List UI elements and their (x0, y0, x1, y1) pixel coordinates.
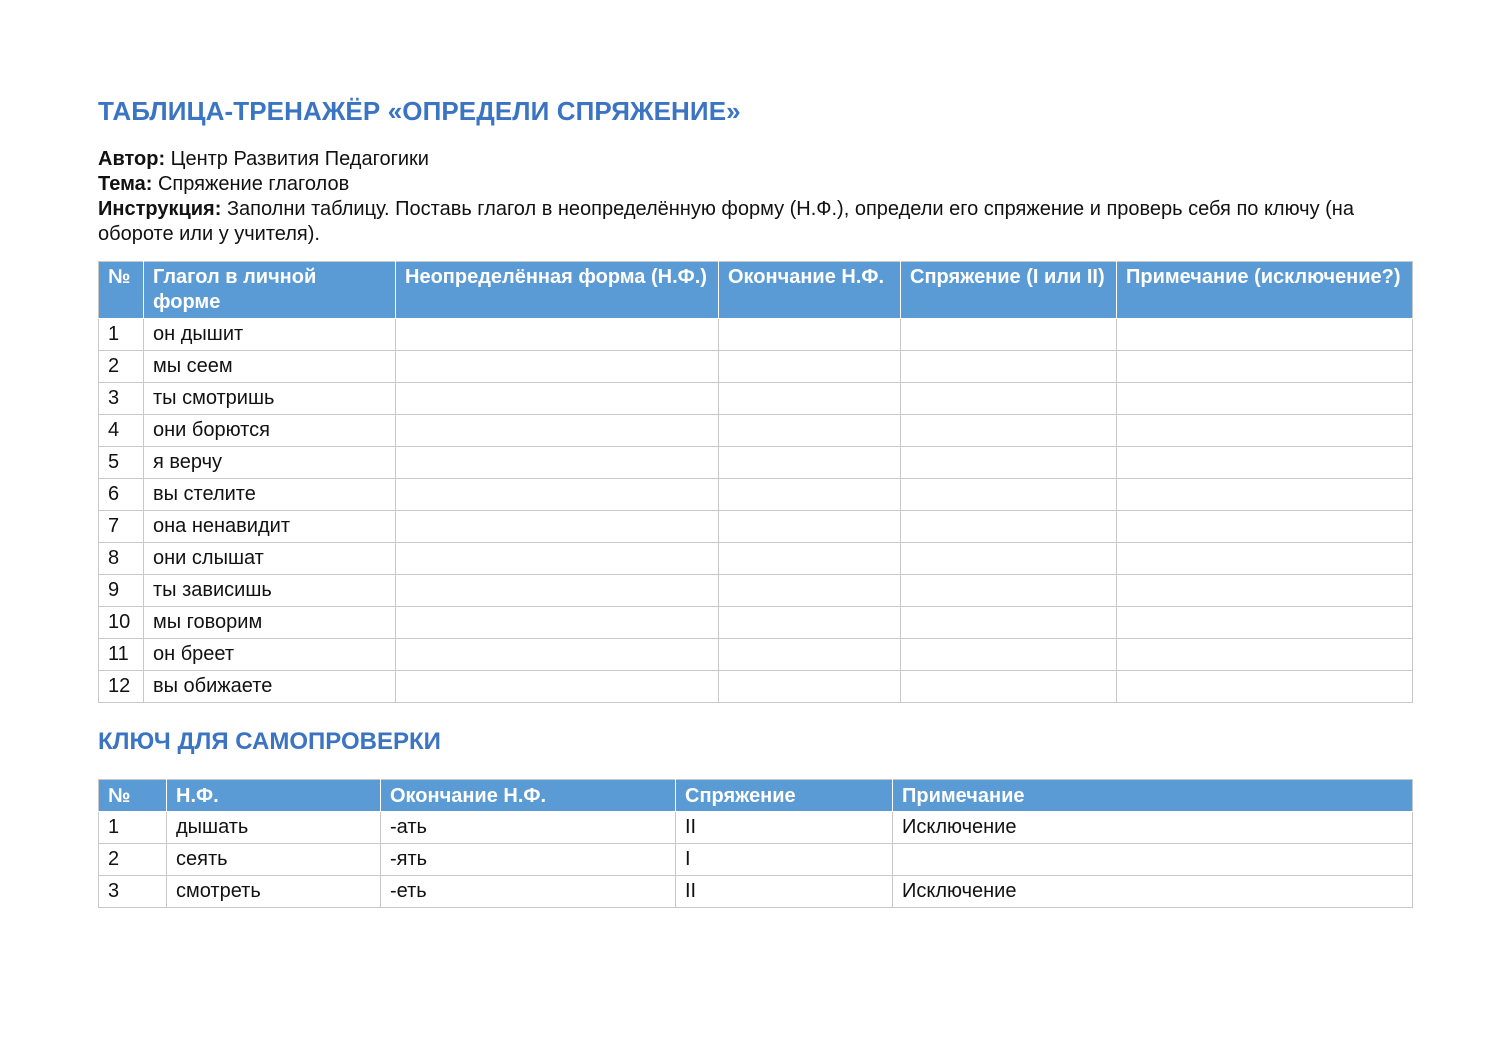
verb-cell: ты зависишь (144, 575, 396, 607)
row-number-cell: 3 (99, 876, 167, 908)
ending-cell[interactable] (719, 383, 901, 415)
verb-cell: они борются (144, 415, 396, 447)
key-header-conjugation: Спряжение (676, 780, 893, 812)
infinitive-cell[interactable] (396, 319, 719, 351)
verb-cell: он бреет (144, 639, 396, 671)
note-cell[interactable] (1117, 415, 1413, 447)
note-cell[interactable] (1117, 575, 1413, 607)
table-row (99, 447, 1413, 479)
verb-cell: мы говорим (144, 607, 396, 639)
note-cell[interactable] (1117, 479, 1413, 511)
infinitive-cell[interactable] (396, 351, 719, 383)
note-cell[interactable] (1117, 351, 1413, 383)
exercise-header-verb: Глагол в личной форме (144, 262, 396, 319)
meta-instruction (98, 197, 1411, 247)
verb-cell: я верчу (144, 447, 396, 479)
meta-topic-value: Спряжение глаголов (157, 173, 350, 195)
table-row (99, 607, 1413, 639)
verb-cell: он дышит (144, 319, 396, 351)
table-row (99, 415, 1413, 447)
infinitive-cell: сеять (167, 844, 381, 876)
infinitive-cell[interactable] (396, 511, 719, 543)
meta-author (98, 147, 1411, 172)
conjugation-cell[interactable] (901, 383, 1117, 415)
row-number-cell: 5 (99, 447, 144, 479)
row-number-cell: 12 (99, 671, 144, 703)
ending-cell[interactable] (719, 415, 901, 447)
key-title: КЛЮЧ ДЛЯ САМОПРОВЕРКИ (98, 728, 441, 755)
infinitive-cell[interactable] (396, 383, 719, 415)
conjugation-cell: II (676, 876, 893, 908)
row-number-cell: 10 (99, 607, 144, 639)
note-cell[interactable] (1117, 607, 1413, 639)
exercise-table-body (99, 319, 1413, 703)
table-row (99, 479, 1413, 511)
infinitive-cell[interactable] (396, 607, 719, 639)
key-header-infinitive: Н.Ф. (167, 780, 381, 812)
ending-cell[interactable] (719, 479, 901, 511)
verb-cell: вы стелите (144, 479, 396, 511)
note-cell[interactable] (1117, 639, 1413, 671)
exercise-header-ending: Окончание Н.Ф. (719, 262, 901, 319)
meta-author-label: Автор: (98, 148, 166, 170)
verb-cell: мы сеем (144, 351, 396, 383)
row-number-cell: 1 (99, 812, 167, 844)
ending-cell[interactable] (719, 607, 901, 639)
infinitive-cell[interactable] (396, 415, 719, 447)
key-header-number: № (99, 780, 167, 812)
infinitive-cell[interactable] (396, 671, 719, 703)
conjugation-cell[interactable] (901, 607, 1117, 639)
conjugation-cell[interactable] (901, 543, 1117, 575)
note-cell: Исключение (893, 876, 1413, 908)
meta-author-value: Центр Развития Педагогики (170, 148, 429, 170)
ending-cell: -ать (381, 812, 676, 844)
row-number-cell: 2 (99, 351, 144, 383)
verb-cell: она ненавидит (144, 511, 396, 543)
exercise-table (98, 261, 1413, 703)
row-number-cell: 3 (99, 383, 144, 415)
key-header-note: Примечание (893, 780, 1413, 812)
conjugation-cell[interactable] (901, 671, 1117, 703)
conjugation-cell[interactable] (901, 351, 1117, 383)
ending-cell[interactable] (719, 639, 901, 671)
ending-cell[interactable] (719, 575, 901, 607)
note-cell[interactable] (1117, 383, 1413, 415)
note-cell[interactable] (1117, 671, 1413, 703)
verb-cell: ты смотришь (144, 383, 396, 415)
row-number-cell: 4 (99, 415, 144, 447)
page-title: ТАБЛИЦА-ТРЕНАЖЁР «ОПРЕДЕЛИ СПРЯЖЕНИЕ» (98, 96, 741, 126)
conjugation-cell[interactable] (901, 415, 1117, 447)
exercise-header-infinitive: Неопределённая форма (Н.Ф.) (396, 262, 719, 319)
conjugation-cell[interactable] (901, 447, 1117, 479)
note-cell[interactable] (1117, 319, 1413, 351)
key-table (98, 779, 1413, 908)
infinitive-cell[interactable] (396, 479, 719, 511)
ending-cell[interactable] (719, 447, 901, 479)
verb-cell: они слышат (144, 543, 396, 575)
row-number-cell: 6 (99, 479, 144, 511)
table-row (99, 543, 1413, 575)
conjugation-cell[interactable] (901, 575, 1117, 607)
ending-cell[interactable] (719, 351, 901, 383)
table-row (99, 671, 1413, 703)
conjugation-cell: I (676, 844, 893, 876)
exercise-header-number: № (99, 262, 144, 319)
key-table-header-row (99, 780, 1413, 812)
note-cell[interactable] (1117, 511, 1413, 543)
table-row (99, 383, 1413, 415)
ending-cell[interactable] (719, 511, 901, 543)
exercise-header-conjugation: Спряжение (I или II) (901, 262, 1117, 319)
conjugation-cell[interactable] (901, 639, 1117, 671)
ending-cell: -ять (381, 844, 676, 876)
table-row (99, 639, 1413, 671)
table-row (99, 844, 1413, 876)
table-row (99, 876, 1413, 908)
meta-instruction-label: Инструкция: (98, 198, 222, 220)
row-number-cell: 2 (99, 844, 167, 876)
infinitive-cell[interactable] (396, 639, 719, 671)
conjugation-cell[interactable] (901, 511, 1117, 543)
ending-cell[interactable] (719, 671, 901, 703)
infinitive-cell[interactable] (396, 575, 719, 607)
conjugation-cell: II (676, 812, 893, 844)
meta-topic (98, 172, 1411, 197)
infinitive-cell[interactable] (396, 543, 719, 575)
row-number-cell: 1 (99, 319, 144, 351)
note-cell[interactable] (1117, 543, 1413, 575)
table-row (99, 511, 1413, 543)
row-number-cell: 7 (99, 511, 144, 543)
note-cell[interactable] (1117, 447, 1413, 479)
meta-topic-label: Тема: (98, 173, 153, 195)
infinitive-cell: смотреть (167, 876, 381, 908)
infinitive-cell[interactable] (396, 447, 719, 479)
row-number-cell: 9 (99, 575, 144, 607)
infinitive-cell: дышать (167, 812, 381, 844)
conjugation-cell[interactable] (901, 319, 1117, 351)
exercise-table-header-row (99, 262, 1413, 319)
note-cell (893, 844, 1413, 876)
ending-cell[interactable] (719, 543, 901, 575)
meta-instruction-value: Заполни таблицу. Поставь глагол в неопределённую форму (Н.Ф.), определи его спряжение и проверь себя по ключу (на обороте или у учителя). (98, 198, 1354, 245)
key-table-body (99, 812, 1413, 908)
table-row (99, 812, 1413, 844)
table-row (99, 351, 1413, 383)
row-number-cell: 8 (99, 543, 144, 575)
ending-cell: -еть (381, 876, 676, 908)
conjugation-cell[interactable] (901, 479, 1117, 511)
row-number-cell: 11 (99, 639, 144, 671)
note-cell: Исключение (893, 812, 1413, 844)
ending-cell[interactable] (719, 319, 901, 351)
key-header-ending: Окончание Н.Ф. (381, 780, 676, 812)
table-row (99, 575, 1413, 607)
exercise-header-note: Примечание (исключение?) (1117, 262, 1413, 319)
document-meta (98, 147, 1411, 247)
verb-cell: вы обижаете (144, 671, 396, 703)
table-row (99, 319, 1413, 351)
